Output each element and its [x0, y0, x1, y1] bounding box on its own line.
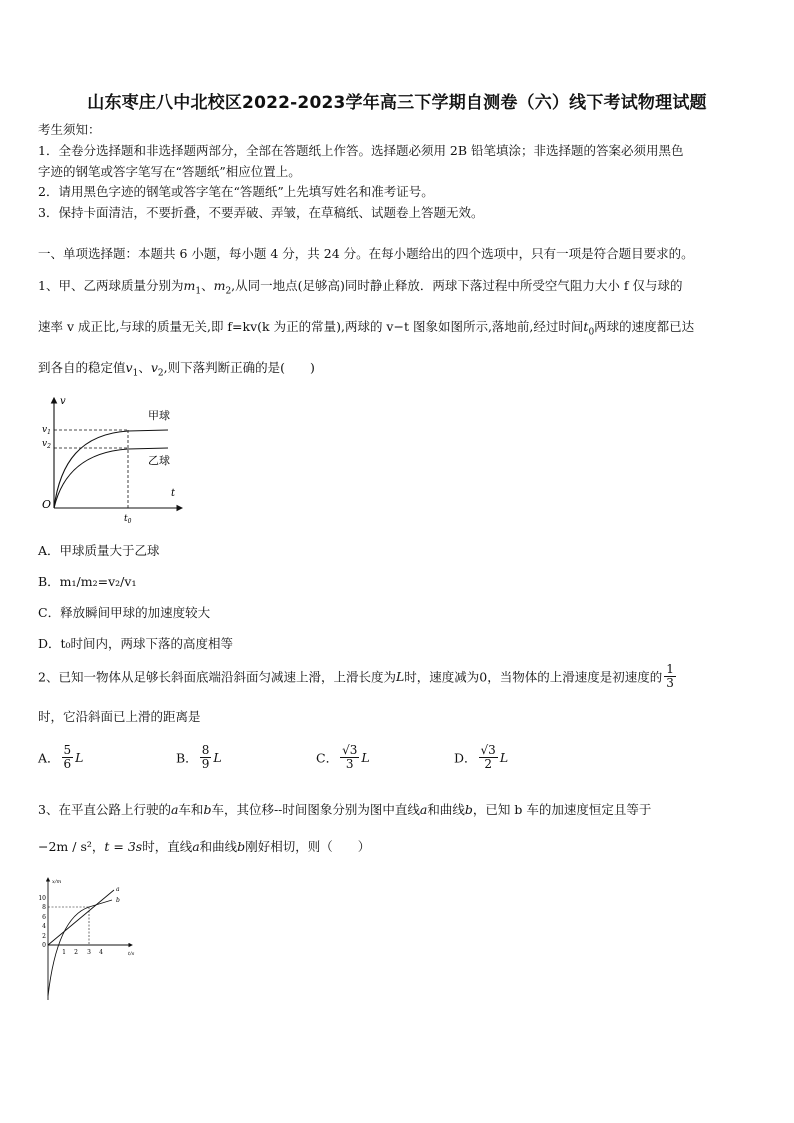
q1-text: 1、甲、乙两球质量分别为	[38, 278, 184, 293]
page-title: 山东枣庄八中北校区2022-2023学年高三下学期自测卷（六）线下考试物理试题	[87, 93, 707, 113]
q3-x-tick-4: 4	[99, 949, 103, 956]
q2-option-b[interactable]: B． $\frac{8}{9}$ L	[176, 743, 222, 771]
q1-label-a: 甲球	[148, 409, 170, 422]
q1-sep: 、	[201, 278, 214, 293]
q1-m1: m	[183, 278, 196, 293]
notice-item-3: 3．保持卡面清洁，不要折叠，不要弄破、弄皱，在草稿纸、试题卷上答题无效。	[38, 205, 484, 220]
section-heading: 一、单项选择题：本题共 6 小题，每小题 4 分，共 24 分。在每小题给出的四个选项中，只有一项是符合题目要求的。	[38, 246, 694, 261]
q2-text-1b: 时，速度减为0，当物体的上滑速度是初速度的	[404, 669, 663, 685]
q2-line-1	[38, 663, 678, 690]
q3-x-tick-3: 3	[87, 949, 91, 956]
q2-text-1a: 2、已知一物体从足够长斜面底端沿斜面匀减速上滑，上滑长度为	[38, 669, 396, 685]
q1-option-a[interactable]: A．甲球质量大于乙球	[38, 543, 160, 558]
q3-x-label: t/s	[128, 951, 135, 957]
q1-label-b: 乙球	[148, 454, 170, 467]
q1-option-d[interactable]: D．t₀时间内，两球下落的高度相等	[38, 636, 234, 651]
q3-curve-b	[48, 900, 112, 996]
q3-y-tick-0: 0	[42, 942, 46, 949]
q1-t0-tick: $t_0$	[124, 514, 132, 524]
q1-sep-2: 、	[138, 360, 151, 375]
q2-line-2: 时，它沿斜面已上滑的距离是	[38, 709, 201, 724]
q3-label-a: a	[116, 886, 120, 893]
q1-m2-sub: 2	[225, 286, 232, 297]
q1-vt-graph	[36, 392, 186, 524]
q1-text-2a: 速率 v 成正比,与球的质量无关,即 f=kv(k 为正的常量),两球的 v−t 图象如图所示,落地前,经过时间	[38, 319, 584, 334]
q3-x-tick-1: 1	[62, 949, 66, 956]
q1-text-3b: ,则下落判断正确的是( )	[163, 360, 315, 375]
q1-line-1	[38, 276, 682, 297]
q1-text-3a: 到各自的稳定值	[38, 360, 126, 375]
q1-m2: m	[213, 278, 226, 293]
q1-v2-tick: $v_2$	[42, 439, 51, 450]
q1-text-2b: 两球的速度都已达	[594, 319, 695, 334]
notice-item-2: 2．请用黑色字迹的钢笔或答字笔在“答题纸”上先填写姓名和准考证号。	[38, 184, 434, 199]
q3-y-tick-6: 6	[42, 914, 46, 921]
q1-v1: v	[125, 360, 133, 375]
q3-y-label: x/m	[52, 879, 62, 885]
q1-t0: t	[583, 319, 589, 334]
q3-line-1: 3、在平直公路上行驶的a车和b车，其位移--时间图象分别为图中直线a和曲线b，已知 b 车的加速度恒定且等于	[38, 802, 652, 817]
q1-v1-sub: 1	[132, 368, 139, 379]
q1-m1-sub: 1	[195, 286, 202, 297]
q1-curve-a	[54, 430, 168, 508]
q1-x-label: t	[171, 488, 176, 499]
notice-item-1b: 字迹的钢笔或答字笔写在“答题纸”相应位置上。	[38, 164, 301, 179]
q1-v2: v	[150, 360, 158, 375]
q1-line-3	[38, 358, 315, 379]
q3-y-tick-4: 4	[42, 923, 46, 930]
q3-x-tick-2: 2	[74, 949, 78, 956]
notice-item-1a: 1．全卷分选择题和非选择题两部分，全部在答题纸上作答。选择题必须用 2B 铅笔填涂；非选择题的答案必须用黑色	[38, 143, 684, 158]
q1-option-b[interactable]: B．m₁/m₂=v₂/v₁	[38, 574, 137, 589]
q3-y-tick-8: 8	[42, 904, 46, 911]
q3-line-2: −2m / s²，t = 3s时，直线a和曲线b刚好相切，则（ ）	[38, 839, 371, 854]
q2-option-a[interactable]: A． $\frac{5}{6}$ L	[38, 743, 84, 771]
q1-option-c[interactable]: C．释放瞬间甲球的加速度较大	[38, 605, 211, 620]
q2-option-d[interactable]: D． $\frac{√3}{2}$ L	[454, 743, 509, 771]
q3-y-tick-2: 2	[42, 933, 46, 940]
q3-line-a	[48, 890, 114, 945]
q2-fraction: $\frac{1}{3}$	[666, 662, 674, 690]
q1-t0-sub: 0	[588, 327, 595, 338]
q1-origin: O	[42, 498, 52, 511]
q2-L: L	[395, 669, 405, 684]
notice-heading: 考生须知：	[38, 122, 101, 137]
q1-y-label: v	[60, 396, 66, 407]
q1-v1-tick: $v_1$	[42, 425, 51, 436]
q1-text-b: ,从同一地点(足够高)同时静止释放．两球下落过程中所受空气阻力大小 f 仅与球的	[231, 278, 683, 293]
q3-xt-graph	[36, 874, 146, 1004]
q1-line-2	[38, 317, 694, 338]
q2-option-c[interactable]: C． $\frac{√3}{3}$ L	[316, 743, 370, 771]
q3-y-tick-10: 10	[38, 895, 46, 902]
q1-v2-sub: 2	[157, 368, 164, 379]
q3-label-b: b	[116, 897, 120, 904]
